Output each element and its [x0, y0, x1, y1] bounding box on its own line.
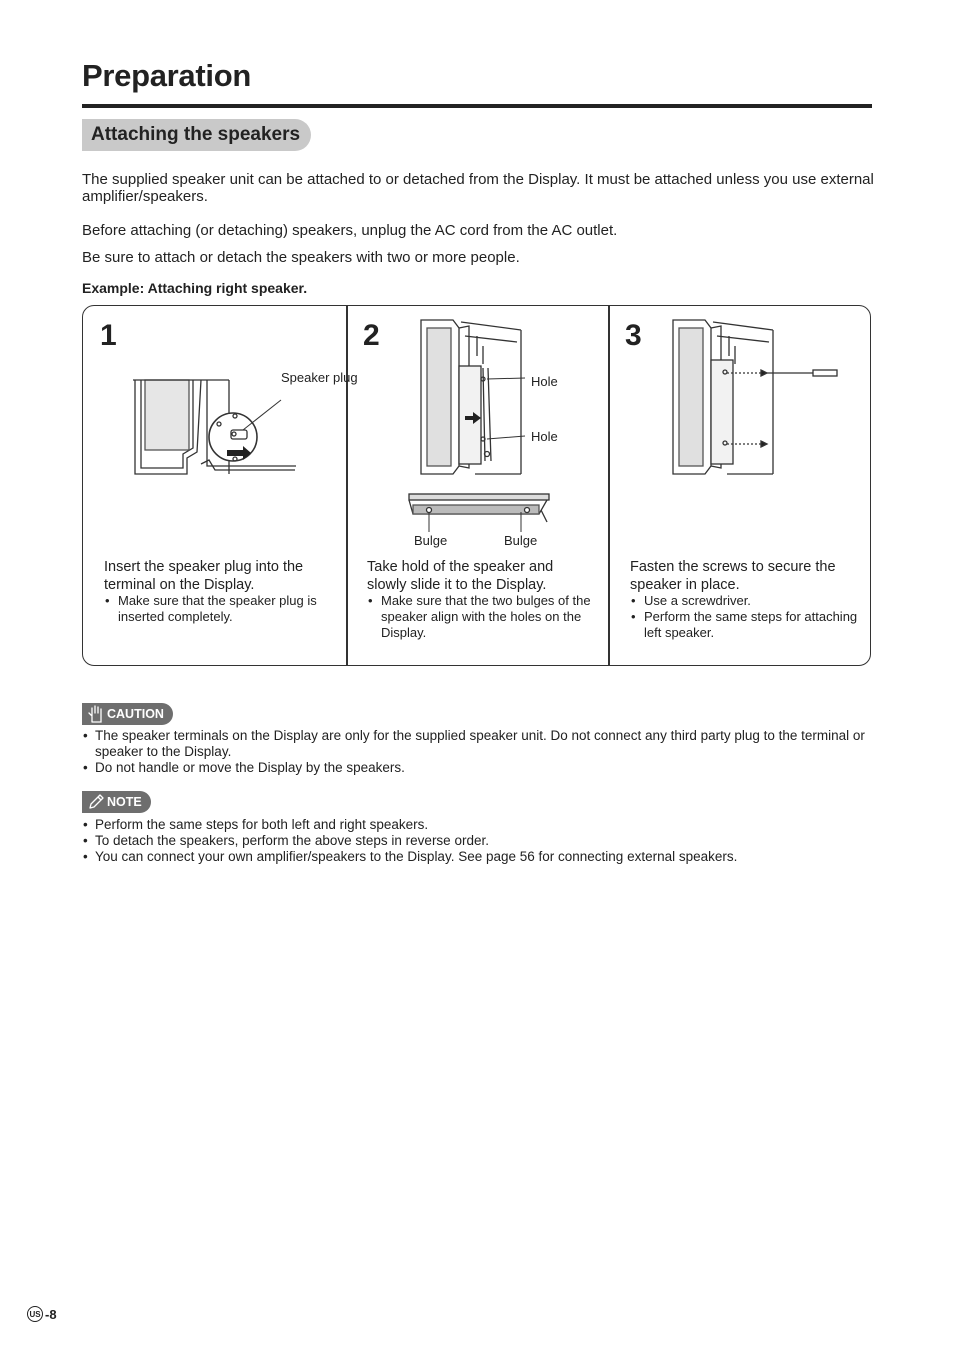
step-1-text: Insert the speaker plug into the terminal on the Display. — [104, 559, 304, 593]
note-badge — [82, 791, 151, 813]
caution-badge — [82, 703, 173, 725]
step-2-illustration — [413, 316, 563, 478]
section-title: Attaching the speakers — [82, 119, 311, 151]
example-label: Example: Attaching right speaker. — [82, 280, 308, 296]
note-list — [82, 817, 874, 865]
caution-list — [82, 728, 874, 776]
pencil-icon — [86, 792, 106, 812]
list-item: • Do not handle or move the Display by the speakers. — [82, 760, 874, 776]
list-item: • To detach the speakers, perform the above steps in reverse order. — [82, 833, 874, 849]
unplug-paragraph: Before attaching (or detaching) speakers, unplug the AC cord from the AC outlet. — [82, 222, 618, 239]
hand-icon — [86, 704, 106, 724]
list-item: • Perform the same steps for both left and right speakers. — [82, 817, 874, 833]
step-2-text: Take hold of the speaker and slowly slide it to the Display. — [367, 559, 554, 593]
hole-label-top: Hole — [531, 374, 558, 389]
page-number: -8 — [45, 1306, 57, 1322]
step-3-number: 3 — [625, 319, 642, 352]
step-divider — [608, 306, 610, 665]
page-title: Preparation — [82, 58, 251, 93]
step-3-bullet-1: • Use a screwdriver. — [630, 593, 858, 609]
caution-label: CAUTION — [107, 707, 164, 721]
step-1-number: 1 — [100, 319, 117, 352]
speaker-bottom-illustration — [405, 492, 553, 538]
bulge-label-right: Bulge — [504, 533, 538, 548]
speaker-plug-label: Speaker plug — [281, 370, 358, 385]
step-3-text: Fasten the screws to secure the speaker in place. — [630, 559, 836, 593]
list-item: • The speaker terminals on the Display are only for the supplied speaker unit. Do not connect any third party plug to the terminal or speaker to the Display. — [82, 728, 874, 760]
step-3-bullet-2: • Perform the same steps for attaching left speaker. — [630, 609, 858, 641]
hole-label-bottom: Hole — [531, 429, 558, 444]
region-badge: US — [27, 1306, 43, 1322]
note-label: NOTE — [107, 795, 142, 809]
page-footer — [27, 1306, 57, 1322]
step-1-illustration — [131, 374, 301, 478]
step-2-number: 2 — [363, 319, 380, 352]
step-1-bullet: • Make sure that the speaker plug is inserted completely. — [104, 593, 332, 625]
two-people-paragraph: Be sure to attach or detach the speakers with two or more people. — [82, 249, 520, 266]
intro-paragraph: The supplied speaker unit can be attached to or detached from the Display. It must be attached unless you use external amplifier/speakers. — [82, 171, 874, 205]
step-2-bullet: • Make sure that the two bulges of the speaker align with the holes on the Display. — [367, 593, 591, 641]
step-divider — [346, 306, 348, 665]
bulge-label-left: Bulge — [414, 533, 448, 548]
title-rule — [82, 104, 872, 108]
list-item: • You can connect your own amplifier/speakers to the Display. See page 56 for connecting external speakers. — [82, 849, 874, 865]
step-3-illustration — [665, 316, 845, 478]
steps-panel — [82, 305, 871, 666]
